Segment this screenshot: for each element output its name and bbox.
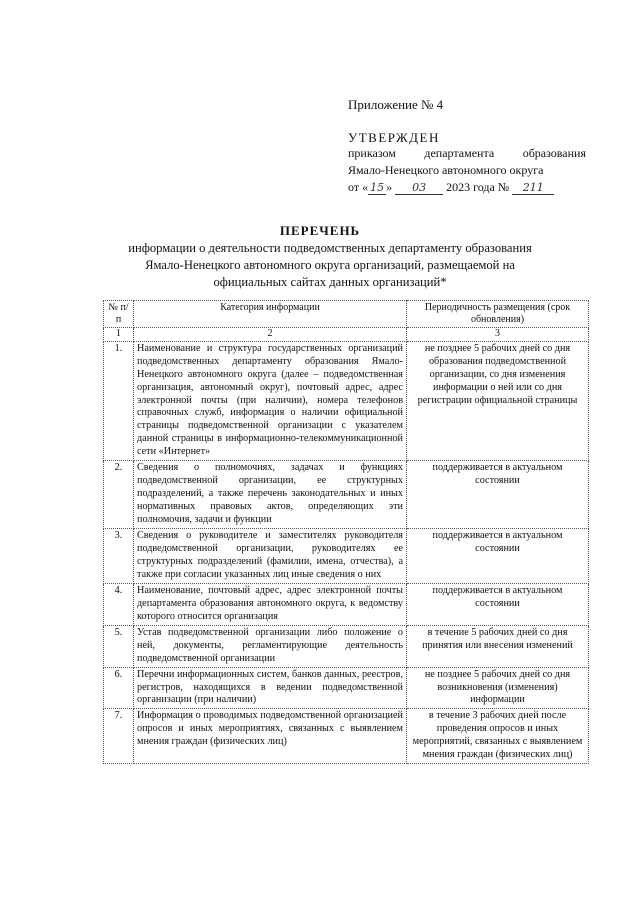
date-day: 15 bbox=[370, 181, 385, 194]
col-period-header: Периодичность размещения (срок обновления) bbox=[407, 301, 589, 328]
table-row bbox=[104, 341, 589, 461]
date-mid: » bbox=[386, 180, 393, 194]
row-category: Информация о проводимых подведомственной организацией опросов и иных мероприятиях, связанных с выявлением мнения граждан (физических лиц) bbox=[134, 709, 407, 764]
row-number: 7. bbox=[104, 709, 134, 764]
approved-stamp-title: УТВЕРЖДЕН bbox=[348, 130, 440, 145]
row-category: Наименование, почтовый адрес, адрес электронной почты департамента образования автономного округа, к ведомству которого относится организация bbox=[134, 583, 407, 625]
row-category: Устав подведомственной организации либо положение о ней, документы, регламентирующие деятельность подведомственной организации bbox=[134, 625, 407, 667]
row-period: поддерживается в актуальном состоянии bbox=[407, 583, 589, 625]
row-number: 1. bbox=[104, 341, 134, 461]
date-prefix: от « bbox=[348, 180, 369, 194]
document-subtitle-line-2: Ямало-Ненецкого автономного округа организаций, размещаемой на bbox=[145, 258, 515, 272]
row-period: поддерживается в актуальном состоянии bbox=[407, 529, 589, 584]
row-category: Перечни информационных систем, банков данных, реестров, регистров, находящихся в ведении подведомственной организации (при наличии) bbox=[134, 667, 407, 709]
document-subtitle-line-3: официальных сайтах данных организаций* bbox=[213, 275, 447, 289]
table-row bbox=[104, 625, 589, 667]
row-number: 5. bbox=[104, 625, 134, 667]
row-period: поддерживается в актуальном состоянии bbox=[407, 461, 589, 529]
row-period: в течение 3 рабочих дней после проведения опросов и иных мероприятий, связанных с выявлением мнения граждан (физических лиц) bbox=[407, 709, 589, 764]
row-period: в течение 5 рабочих дней со дня принятия или внесения изменений bbox=[407, 625, 589, 667]
row-category: Сведения о полномочиях, задачах и функциях подведомственной организации, ее структурных подразделений, а также перечень законодательных и иных нормативных правовых актов, определяющих эти полномочия, задачи и функции bbox=[134, 461, 407, 529]
row-number: 3. bbox=[104, 529, 134, 584]
date-month: 03 bbox=[395, 181, 443, 195]
order-line-2: Ямало-Ненецкого автономного округа bbox=[348, 163, 544, 177]
table-row bbox=[104, 461, 589, 529]
table-row bbox=[104, 529, 589, 584]
index-cell: 3 bbox=[407, 328, 589, 342]
row-period: не позднее 5 рабочих дней со дня образования подведомственной организации, со дня изменения информации о ней или со дня регистрации официальной страницы bbox=[407, 341, 589, 461]
document-title: ПЕРЕЧЕНЬ bbox=[279, 223, 361, 238]
document-subtitle-line-1: информации о деятельности подведомственных департаменту образования bbox=[128, 241, 532, 255]
index-cell: 2 bbox=[134, 328, 407, 342]
date-year-text: 2023 года № bbox=[446, 180, 510, 194]
index-cell: 1 bbox=[104, 328, 134, 342]
row-number: 6. bbox=[104, 667, 134, 709]
order-number: 211 bbox=[512, 181, 554, 195]
table-row bbox=[104, 583, 589, 625]
information-table bbox=[103, 300, 589, 764]
order-line-1: приказом департамента образования bbox=[348, 146, 586, 160]
table-header-row bbox=[104, 301, 589, 328]
table-index-row bbox=[104, 328, 589, 342]
order-date-line bbox=[348, 180, 554, 195]
col-number-header: № п/п bbox=[104, 301, 134, 328]
row-category: Наименование и структура государственных организаций подведомственных департаменту образования Ямало-Ненецкого автономного округа (далее – подведомственная организация, автономный округ), почтовый адрес, адрес электронной почты (при наличии), номера телефонов справочных служб, информация о наличии официальной страницы подведомственной организации с указателем данной страницы в информационно-телекоммуникационной сети «Интернет» bbox=[134, 341, 407, 461]
row-category: Сведения о руководителе и заместителях руководителя подведомственной организации, руководителях ее структурных подразделений (фамилии, имена, отчества), а также при согласии указанных лиц иные сведения о них bbox=[134, 529, 407, 584]
table-row bbox=[104, 709, 589, 764]
col-category-header: Категория информации bbox=[134, 301, 407, 328]
appendix-label: Приложение № 4 bbox=[348, 97, 444, 112]
row-period: не позднее 5 рабочих дней со дня возникновения (изменения) информации bbox=[407, 667, 589, 709]
row-number: 2. bbox=[104, 461, 134, 529]
table-row bbox=[104, 667, 589, 709]
row-number: 4. bbox=[104, 583, 134, 625]
